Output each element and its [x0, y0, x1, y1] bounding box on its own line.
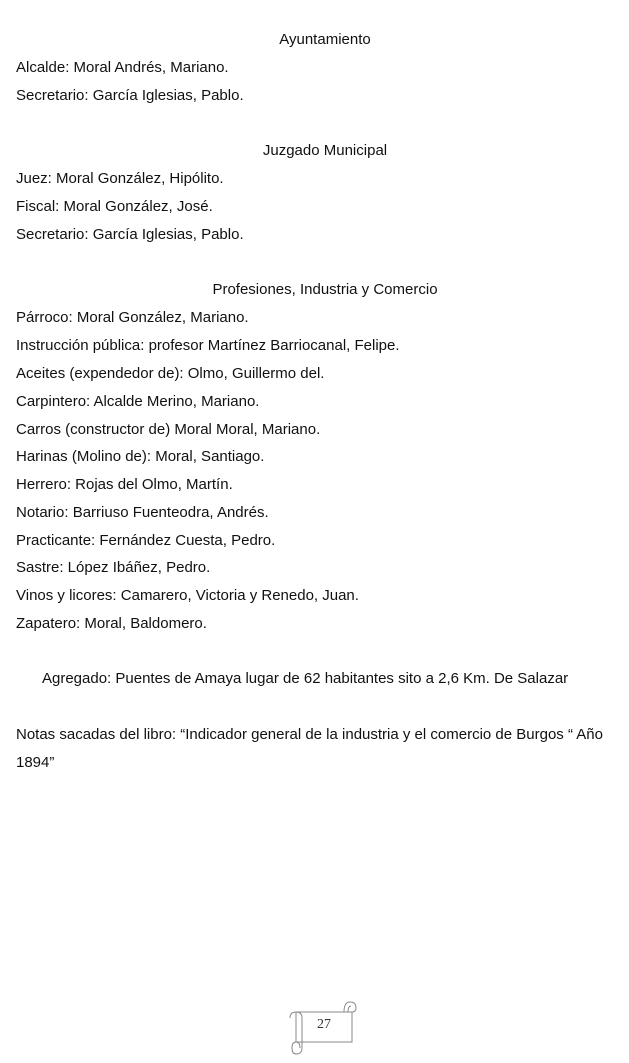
text-line: Notario: Barriuso Fuenteodra, Andrés.	[16, 504, 269, 521]
text-line: Instrucción pública: profesor Martínez Barriocanal, Felipe.	[16, 337, 400, 354]
section-heading-juzgado: Juzgado Municipal	[262, 142, 388, 159]
page-number-scroll	[284, 998, 362, 1058]
text-line: Aceites (expendedor de): Olmo, Guillermo del.	[16, 365, 325, 382]
text-line: Herrero: Rojas del Olmo, Martín.	[16, 476, 233, 493]
text-line: Secretario: García Iglesias, Pablo.	[16, 226, 244, 243]
text-line: Vinos y licores: Camarero, Victoria y Renedo, Juan.	[16, 587, 359, 604]
section-heading-ayuntamiento: Ayuntamiento	[279, 31, 371, 48]
text-line: Carros (constructor de) Moral Moral, Mariano.	[16, 421, 321, 438]
text-line: Zapatero: Moral, Baldomero.	[16, 615, 207, 632]
page-number: 27	[317, 1017, 331, 1032]
text-line: Carpintero: Alcalde Merino, Mariano.	[16, 393, 260, 410]
text-line: Alcalde: Moral Andrés, Mariano.	[16, 59, 229, 76]
text-line: Practicante: Fernández Cuesta, Pedro.	[16, 532, 276, 549]
text-line: Párroco: Moral González, Mariano.	[16, 309, 249, 326]
text-line: Fiscal: Moral González, José.	[16, 198, 213, 215]
text-line: Juez: Moral González, Hipólito.	[16, 170, 224, 187]
source-note: Notas sacadas del libro: “Indicador general de la industria y el comercio de Burgos “ Año 1894”	[16, 726, 603, 771]
text-line: Sastre: López Ibáñez, Pedro.	[16, 559, 211, 576]
agregado-note: Agregado: Puentes de Amaya lugar de 62 habitantes sito a 2,6 Km. De Salazar	[42, 670, 569, 687]
section-heading-profesiones: Profesiones, Industria y Comercio	[212, 281, 438, 298]
text-line: Harinas (Molino de): Moral, Santiago.	[16, 448, 265, 465]
text-line: Secretario: García Iglesias, Pablo.	[16, 87, 244, 104]
